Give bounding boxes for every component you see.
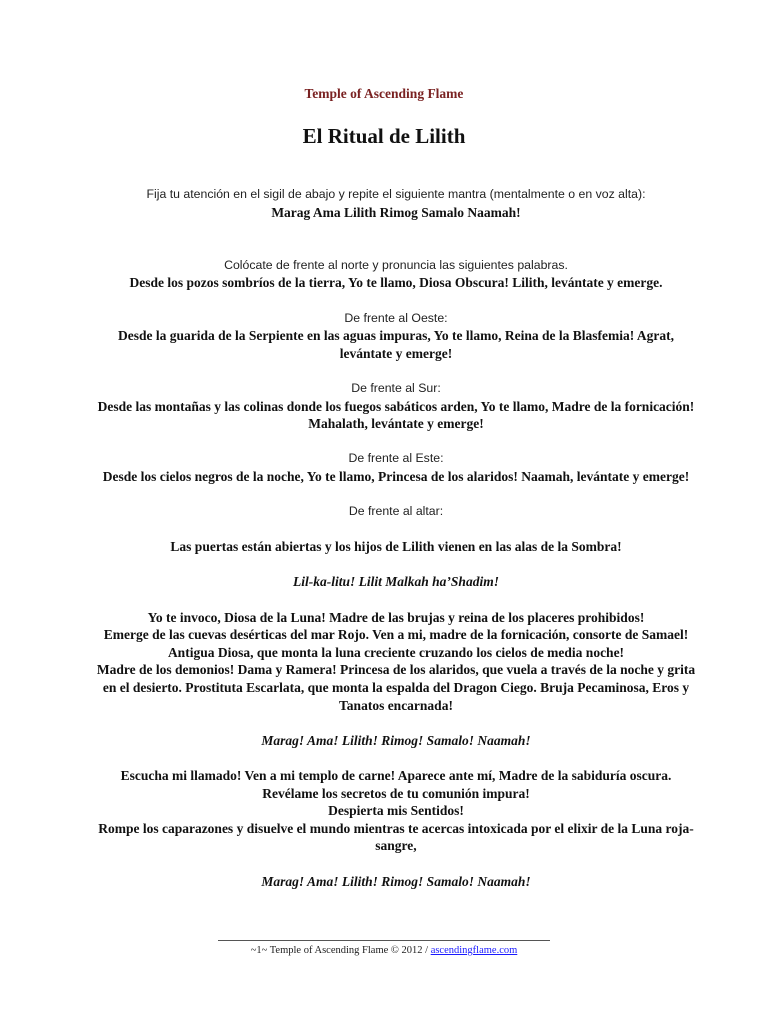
spacer (92, 556, 700, 574)
spacer (92, 591, 700, 609)
chant-third: Marag! Ama! Lilith! Rimog! Samalo! Naamah! (261, 873, 531, 889)
spacer (92, 362, 700, 380)
invocation-line-2: Emerge de las cuevas desérticas del mar Rojo. Ven a mi, madre de la fornicación, consorte de Samael! (103, 627, 689, 643)
spacer (92, 749, 700, 767)
page-footer (0, 940, 768, 956)
spacer (92, 855, 700, 873)
footer-divider (218, 940, 550, 941)
footer-copyright: ~1~ Temple of Ascending Flame © 2012 / (250, 945, 431, 956)
east-instruction: De frente al Este: (348, 451, 444, 466)
footer-website-link[interactable]: ascendingflame.com (430, 945, 518, 956)
altar-instruction: De frente al altar: (348, 504, 444, 519)
page-title: El Ritual de Lilith (302, 124, 466, 148)
intro-mantra: Marag Ama Lilith Rimog Samalo Naamah! (271, 204, 521, 220)
spacer (92, 521, 700, 539)
footer-credit (0, 945, 768, 956)
chant-first: Lil-ka-litu! Lilit Malkah ha’Shadim! (293, 574, 499, 590)
organization-header: Temple of Ascending Flame (304, 86, 464, 101)
south-instruction: De frente al Sur: (351, 380, 441, 395)
west-invocation: Desde la guarida de la Serpiente en las aguas impuras, Yo te llamo, Reina de la Blasfemia! Agrat, levántate y emerge! (118, 328, 674, 361)
invocation-line-3: Antigua Diosa, que monta la luna creciente cruzando los cielos de media noche! (167, 644, 625, 660)
spacer (92, 292, 700, 310)
west-instruction: De frente al Oeste: (344, 310, 448, 325)
spacer (92, 239, 700, 257)
call-line-1: Escucha mi llamado! Ven a mi templo de carne! Aparece ante mí, Madre de la sabiduría oscura. (120, 768, 672, 783)
spacer (92, 433, 700, 451)
invocation-line-4: Madre de los demonios! Dama y Ramera! Princesa de los alaridos, que vuela a través de la noche y grita en el desierto. Prostituta Escarlata, que monta la espalda del Dragon Ciego. Bruja Pecaminosa, Eros y Tanatos encarnada! (96, 662, 696, 713)
spacer (92, 221, 700, 239)
call-line-4: Rompe los caparazones y disuelve el mundo mientras te acercas intoxicada por el elixir de la Luna roja-sangre, (98, 820, 694, 854)
call-line-2: Revélame los secretos de tu comunión impura! (262, 785, 530, 801)
south-invocation: Desde las montañas y las colinas donde los fuegos sabáticos arden, Yo te llamo, Madre de la fornicación! Mahalath, levántate y emerge! (97, 398, 695, 432)
call-line-3: Despierta mis Sentidos! (328, 803, 464, 819)
north-instruction: Colócate de frente al norte y pronuncia las siguientes palabras. (224, 257, 568, 272)
chant-second: Marag! Ama! Lilith! Rimog! Samalo! Naamah! (261, 732, 531, 748)
invocation-line-1: Yo te invoco, Diosa de la Luna! Madre de las brujas y reina de los placeres prohibidos! (147, 609, 645, 625)
spacer (92, 486, 700, 504)
north-invocation: Desde los pozos sombríos de la tierra, Yo te llamo, Diosa Obscura! Lilith, levántate y emerge. (129, 275, 663, 291)
east-invocation: Desde los cielos negros de la noche, Yo te llamo, Princesa de los alaridos! Naamah, levántate y emerge! (102, 468, 690, 484)
gates-text: Las puertas están abiertas y los hijos de Lilith vienen en las alas de la Sombra! (170, 539, 622, 555)
spacer (92, 714, 700, 732)
ritual-text (92, 186, 700, 890)
intro-instruction: Fija tu atención en el sigil de abajo y repite el siguiente mantra (mentalmente o en voz alta): (146, 187, 646, 201)
